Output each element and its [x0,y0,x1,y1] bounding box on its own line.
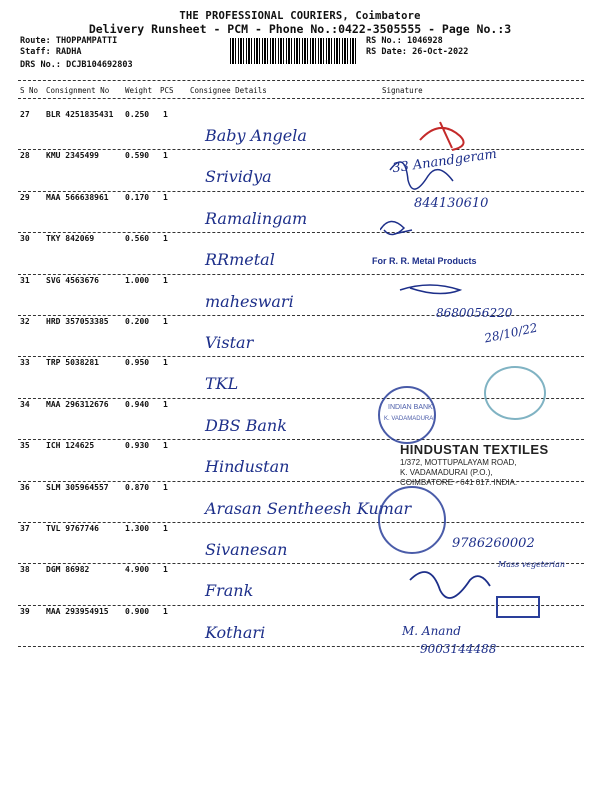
barcode [230,38,358,64]
signature-note-28: 33 Anandgeram [391,146,498,177]
row-weight: 0.870 [125,482,150,492]
row-sno: 39 [20,606,30,616]
row-consignment-no: SLM 305964557 [46,482,109,492]
hindustan-textiles-stamp [400,442,580,488]
rs-date-value: 26-Oct-2022 [412,47,469,57]
row-sno: 27 [20,110,30,119]
signature-date-32: 28/10/22 [483,320,539,346]
staff-line [20,47,81,57]
row-weight: 1.000 [125,275,150,285]
rs-date-label: RS Date: [366,47,407,57]
signature-note-37: Mass vegeterian [498,560,566,569]
row-consignment-no: TRP 5038281 [46,358,99,368]
row-consignee-handwriting: maheswari [205,291,294,311]
row-pcs: 1 [163,275,168,285]
rs-no-value: 1046928 [406,36,443,46]
drs-line [20,60,133,70]
row-consignment-no: TVL 9767746 [46,524,99,533]
rs-no-label: RS No.: [366,36,402,46]
col-header-consignment: Consignment No [46,86,110,95]
row-consignment-no: KMU 2345499 [46,151,99,161]
row-consignee-handwriting: Srividya [205,167,272,187]
row-weight: 1.300 [125,524,150,533]
row-weight: 0.200 [125,317,150,326]
row-consignment-no: HRD 357053385 [46,317,109,326]
row-weight: 0.950 [125,358,150,368]
rr-metal-stamp: For R. R. Metal Products [372,256,477,266]
column-header-divider [18,98,584,99]
row-consignment-no: BLR 4251835431 [46,110,114,119]
row-consignment-no: MAA 566638961 [46,192,109,202]
signature-scribble-28 [390,162,453,189]
row-sno: 38 [20,565,30,575]
row-sno: 34 [20,399,30,409]
row-pcs: 1 [163,151,168,161]
row-consignment-no: SVG 4563676 [46,275,99,285]
hindustan-name: HINDUSTAN TEXTILES [400,442,549,457]
row-weight: 0.560 [125,234,150,244]
row-pcs: 1 [163,524,168,533]
staff-label: Staff: [20,47,51,57]
faded-seal-stamp [484,366,546,420]
col-header-weight: Weight [125,86,153,95]
runsheet-subtitle: Delivery Runsheet - PCM - Phone No.:0422-3505555 - Page No.:3 [88,22,512,36]
row-sno: 32 [20,317,30,326]
row-weight: 0.170 [125,192,150,202]
row-consignee-handwriting: Ramalingam [205,208,308,228]
row-consignee-handwriting: Sivanesan [205,540,288,559]
signature-scribble-38 [410,572,490,598]
signature-scribble-29 [380,221,412,234]
row-weight: 4.900 [125,565,150,575]
drs-value: DCJB104692803 [66,60,133,70]
col-header-sno: S No [20,86,39,95]
row-sno: 36 [20,482,30,492]
route-label: Route: [20,36,51,46]
row-consignee-handwriting: Arasan Sentheesh Kumar [205,498,412,518]
row-pcs: 1 [163,482,168,492]
row-consignment-no: TKY 842069 [46,234,95,244]
row-consignee-handwriting: Kothari [205,622,266,642]
row-pcs: 1 [163,606,168,616]
small-rect-stamp [496,596,540,618]
row-consignee-handwriting: Frank [205,581,254,601]
signature-name-39: M. Anand [402,624,461,638]
row-pcs: 1 [163,110,168,119]
staff-value: RADHA [55,47,82,57]
row-sno: 29 [20,192,30,202]
rs-date-line [366,47,468,57]
row-consignee-handwriting: Baby Angela [205,126,307,145]
row-weight: 0.930 [125,441,150,451]
row-sno: 33 [20,358,30,368]
row-pcs: 1 [163,192,168,202]
signature-phone-29: 844130610 [414,196,489,211]
row-sno: 31 [20,275,30,285]
route-line [20,36,117,46]
row-weight: 0.940 [125,399,150,409]
row-consignment-no: MAA 293954915 [46,606,109,616]
rs-no-line [366,36,443,46]
route-value: THOPPAMPATTI [55,36,118,46]
hindustan-address-1: 1/372, MOTTUPALAYAM ROAD, [400,458,517,468]
row-consignee-handwriting: TKL [205,374,239,394]
signature-scribble-27 [420,122,464,150]
row-consignee-handwriting: Vistar [205,333,254,352]
row-consignee-handwriting: RRmetal [205,250,275,270]
row-weight: 0.900 [125,606,150,616]
row-sno: 37 [20,524,30,533]
hindustan-address-2: K. VADAMADURAI (P.O.), [400,468,493,478]
bank-seal-city: K. VADAMADURAI [384,416,435,422]
row-sno: 28 [20,151,30,161]
row-sno: 30 [20,234,30,244]
row-pcs: 1 [163,441,168,451]
row-consignee-handwriting: Hindustan [205,457,290,477]
signature-phone-39: 9003144488 [420,642,497,656]
col-header-pcs: PCS [160,86,174,95]
hindustan-address-3: COIMBATORE - 641 017. INDIA. [400,478,518,488]
row-weight: 0.590 [125,151,150,161]
row-sno: 35 [20,441,30,451]
row-pcs: 1 [163,358,168,368]
row-consignment-no: MAA 296312676 [46,399,109,409]
row-consignment-no: ICH 124625 [46,441,95,451]
signature-phone-31: 8680056220 [436,306,513,320]
row-consignee-handwriting: DBS Bank [205,415,287,435]
signature-scribble-31 [400,285,460,294]
row-pcs: 1 [163,317,168,326]
signature-phone-37: 9786260002 [452,536,535,551]
col-header-consignee: Consignee Details [190,86,267,95]
company-title: THE PROFESSIONAL COURIERS, Coimbatore [179,10,421,22]
bank-seal-name: INDIAN BANK [388,404,433,411]
drs-label: DRS No.: [20,60,61,70]
row-consignment-no: DGM 86982 [46,565,90,575]
company-seal-stamp [378,486,446,554]
bank-seal-stamp [378,386,436,444]
row-pcs: 1 [163,234,168,244]
row-pcs: 1 [163,565,168,575]
col-header-signature: Signature [382,86,423,95]
header-divider [18,80,584,81]
row-pcs: 1 [163,399,168,409]
row-weight: 0.250 [125,110,150,119]
